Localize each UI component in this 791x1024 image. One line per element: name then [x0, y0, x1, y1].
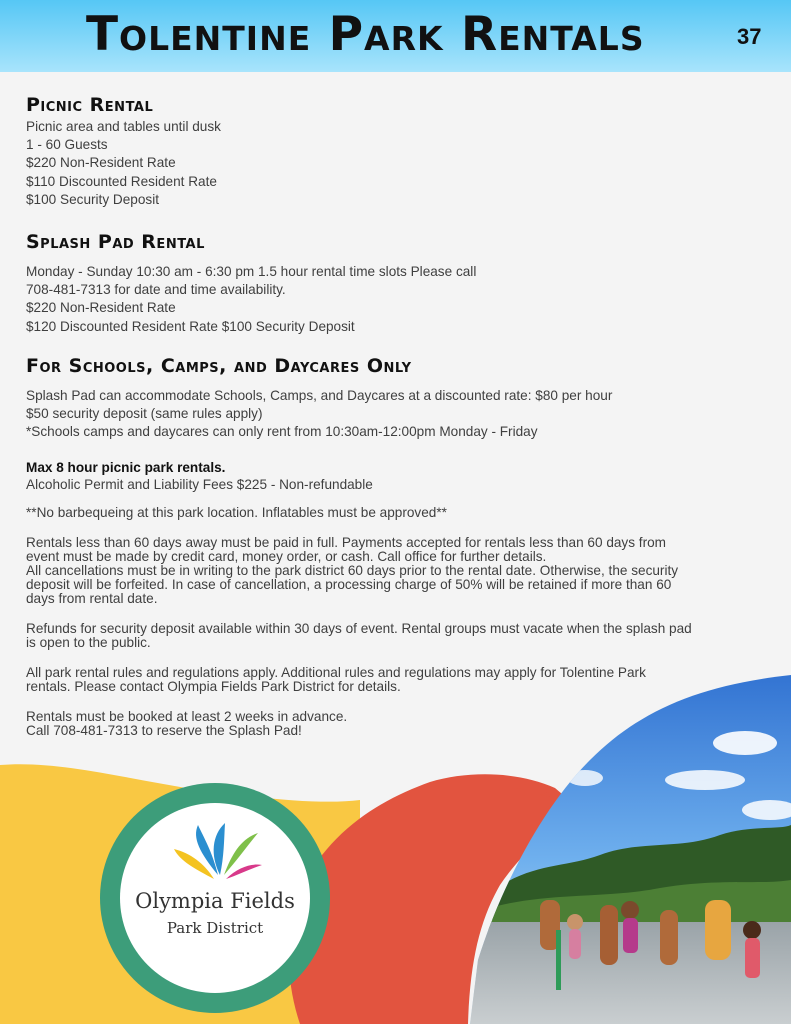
booking-line: Call 708-481-7313 to reserve the Splash Pad!: [26, 722, 302, 738]
payment-line: event must be made by credit card, money order, or cash. Call office for further details.: [26, 548, 547, 564]
schools-heading: For Schools, Camps, and Daycares Only: [26, 354, 412, 377]
booking-line: Rentals must be booked at least 2 weeks in advance.: [26, 708, 348, 724]
header-banner: [0, 0, 791, 72]
no-bbq-note: **No barbequeing at this park location. Inflatables must be approved**: [26, 504, 447, 520]
picnic-line: 1 - 60 Guests: [26, 137, 108, 153]
payment-line: All cancellations must be in writing to the park district 60 days prior to the rental date. Otherwise, the security: [26, 562, 679, 578]
max-rentals-note: Max 8 hour picnic park rentals.: [26, 460, 226, 476]
schools-line: *Schools camps and daycares can only rent from 10:30am-12:00pm Monday - Friday: [26, 424, 538, 440]
payment-line: deposit will be forfeited. In case of cancellation, a processing charge of 50% will be retained if more than 60: [26, 576, 672, 592]
splash-line: $120 Discounted Resident Rate $100 Security Deposit: [26, 318, 355, 334]
park-rules-line: All park rental rules and regulations apply. Additional rules and regulations may apply for Tolentine Park: [26, 664, 646, 680]
olympia-fields-logo: [100, 783, 330, 1013]
alcohol-fee-note: Alcoholic Permit and Liability Fees $225 - Non-refundable: [26, 476, 373, 492]
payment-line: days from rental date.: [26, 590, 158, 606]
schools-line: $50 security deposit (same rules apply): [26, 406, 263, 422]
picnic-line: Picnic area and tables until dusk: [26, 119, 221, 134]
page-title: Tolentine Park Rentals: [86, 7, 645, 62]
page-number: 37: [737, 24, 762, 49]
refund-line: Refunds for security deposit available within 30 days of event. Rental groups must vacate when the splash pad: [26, 620, 692, 636]
picnic-line: $100 Security Deposit: [26, 191, 159, 207]
payment-line: Rentals less than 60 days away must be paid in full. Payments accepted for rentals less than 60 days from: [26, 534, 666, 550]
main-content: [26, 92, 766, 738]
splash-line: Monday - Sunday 10:30 am - 6:30 pm 1.5 hour rental time slots Please call: [26, 264, 477, 280]
logo-name: Olympia Fields: [135, 889, 295, 913]
splash-line: 708-481-7313 for date and time availability.: [26, 282, 286, 298]
splash-line: $220 Non-Resident Rate: [26, 300, 176, 316]
schools-line: Splash Pad can accommodate Schools, Camps, and Daycares at a discounted rate: $80 per hour: [26, 387, 613, 403]
picnic-rental-heading: Picnic Rental: [26, 94, 154, 116]
splash-pad-heading: Splash Pad Rental: [26, 231, 205, 254]
refund-line: is open to the public.: [26, 634, 151, 650]
park-rules-line: rentals. Please contact Olympia Fields Park District for details.: [26, 678, 401, 694]
logo-subtitle: Park District: [166, 919, 264, 937]
picnic-line: $220 Non-Resident Rate: [26, 155, 176, 171]
picnic-line: $110 Discounted Resident Rate: [26, 173, 217, 189]
